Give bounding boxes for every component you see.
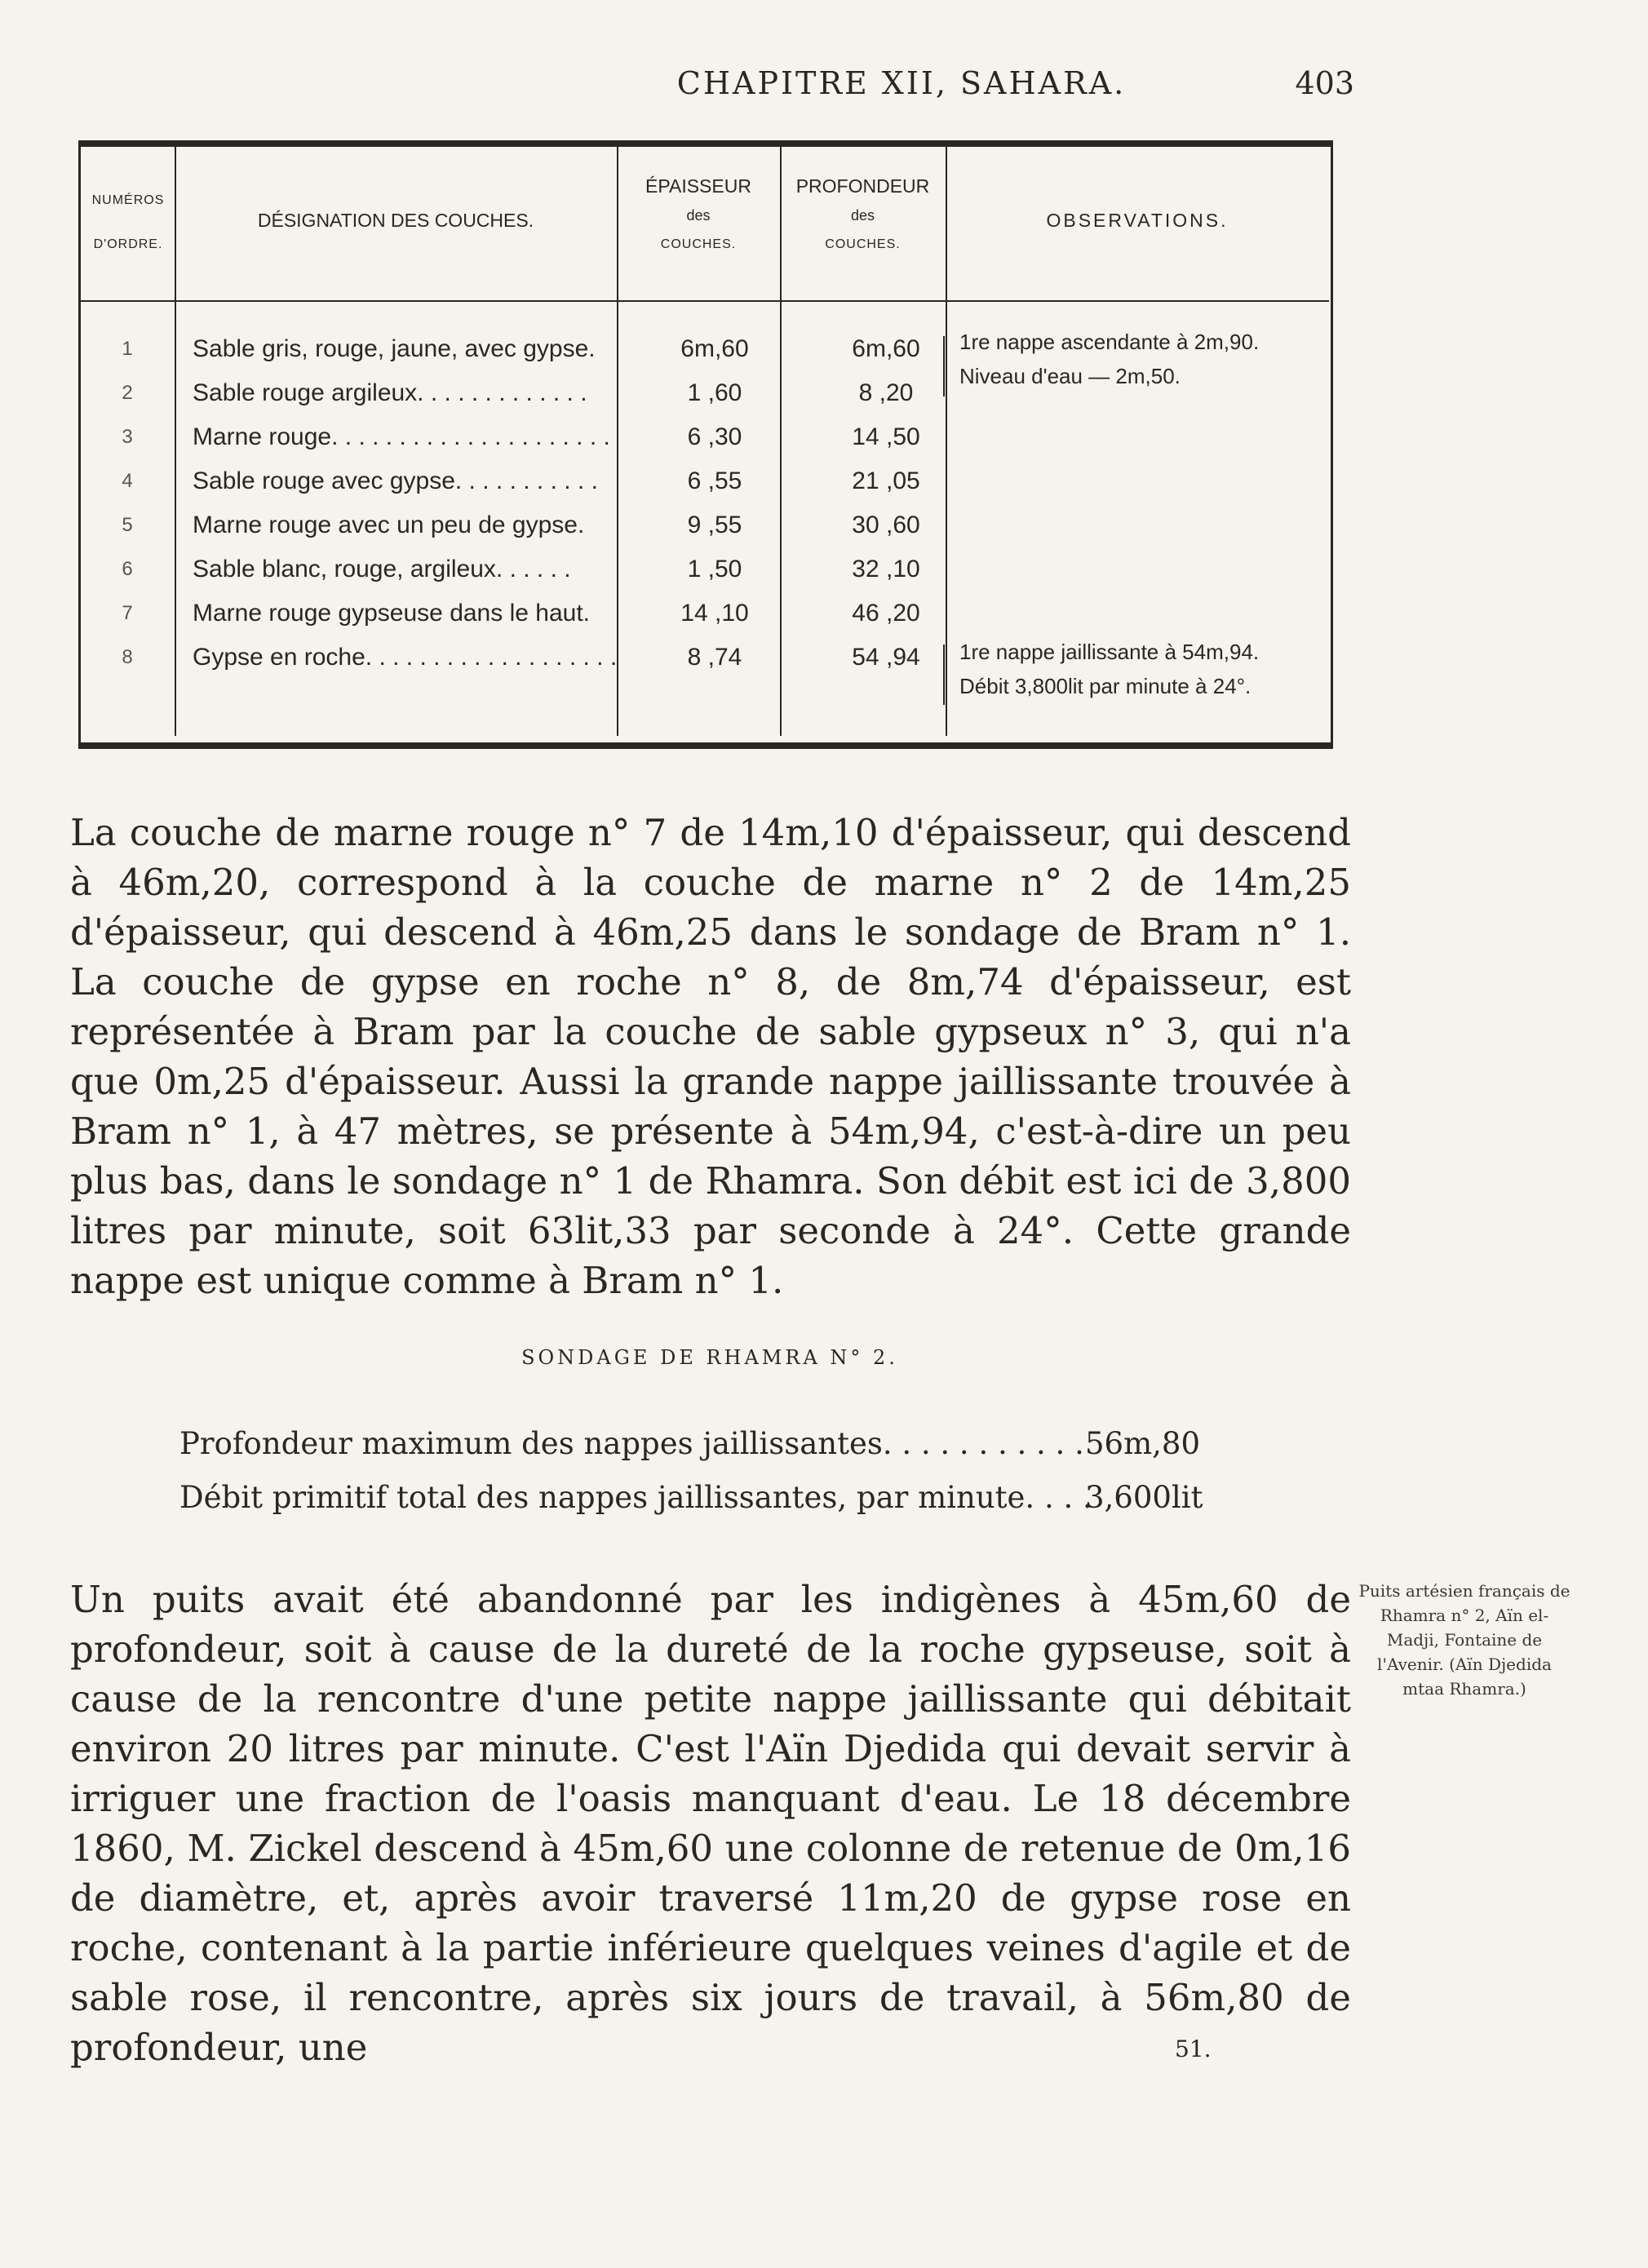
- running-header: CHAPITRE XII, SAHARA.: [676, 65, 1127, 101]
- observation-nappe-jaillissante: 1re nappe jaillissante à 54m,94. Débit 3,800lit par minute à 24°.: [959, 640, 1260, 698]
- observation-brace: [943, 645, 953, 705]
- header-designation: DÉSIGNATION DES COUCHES.: [257, 210, 534, 231]
- signature-mark: 51.: [1175, 2035, 1212, 2062]
- header-divider: [81, 300, 1329, 302]
- observation-nappe-ascendante: 1re nappe ascendante à 2m,90. Niveau d'eau — 2m,50.: [959, 330, 1260, 388]
- paragraph-puits-abandonne: Un puits avait été abandonné par les indigènes à 45m,60 de profondeur, soit à cause de la dureté de la roche gypseuse, soit à cause de la rencontre d'une petite nappe jaillissante qui débitait environ 20 litres par minute. C'est l'Aïn Djedida qui devait servir à irriguer une fraction de l'oasis manquant d'eau. Le 18 décembre 1860, M. Zickel descend à 45m,60 une colonne de retenue de 0m,16 de diamètre, et, après avoir traversé 11m,20 de gypse rose en roche, contenant à la partie inférieure quelques veines d'agile et de sable rose, il rencontre, après six jours de travail, à 56m,80 de profondeur, une: [70, 1578, 1351, 2069]
- section-title: SONDAGE DE RHAMRA N° 2.: [521, 1346, 898, 1369]
- header-num: NUMÉROS D'ORDRE.: [91, 193, 165, 251]
- paragraph-marne-rouge: La couche de marne rouge n° 7 de 14m,10 d'épaisseur, qui descend à 46m,20, correspond à la couche de marne n° 2 de 14m,25 d'épaisseur, qui descend à 46m,25 dans le sondage de Bram n° 1. La couche de gypse en roche n° 8, de 8m,74 d'épaisseur, est représentée à Bram par la couche de sable gypseux n° 3, qui n'a que 0m,25 d'épaisseur. Aussi la grande nappe jaillissante trouvée à Bram n° 1, à 47 mètres, se présente à 54m,94, c'est-à-dire un peu plus bas, dans le sondage n° 1 de Rhamra. Son débit est ici de 3,800 litres par minute, soit 63lit,33 par seconde à 24°. Cette grande nappe est unique comme à Bram n° 1.: [70, 811, 1351, 1302]
- strata-table: NUMÉROS D'ORDRE. DÉSIGNATION DES COUCHES. ÉPAISSEUR des COUCHES. PROFONDEUR des COUCHES. OBSERVATIONS. 1 Sable gris, rouge, jaune, avec gypse. 6m,60 6m,60 2 Sable rouge argileux. . . . . . . . . . . . . 1 ,60 8 ,20 3 Marne rouge. . . . . . . . . . . . . . . . . . . . . 6 ,30 14 ,50 4 Sable rouge avec gypse. . . . . . . . . . . 6 ,55 21 ,05 5 Marne rouge avec un peu de gypse. 9 ,55 30 ,60 6 Sable blanc, rouge, argileux. . . . . . 1 ,50 32 ,10 7 Marne rouge gypseuse dans le haut. 14 ,10 46 ,20 8 Gypse en roche. . . . . . . . . . . . . . . . . . . 8 ,74 54 ,94 1re nappe ascendante à 2m,90. Niveau d'eau — 2m,50. 1re nappe jaillissante à 54m,94. Débit 3,800lit par minute à 24°.: [78, 140, 1331, 741]
- margin-note: Puits artésien français de Rhamra n° 2, Aïn el-Madji, Fontaine de l'Avenir. (Aïn Djedida mtaa Rhamra.): [1358, 1581, 1570, 1699]
- observation-brace: [943, 336, 953, 396]
- header-epaisseur: ÉPAISSEUR des COUCHES.: [645, 175, 751, 251]
- header-profondeur: PROFONDEUR des COUCHES.: [795, 175, 930, 251]
- page-number: 403: [1295, 65, 1354, 101]
- header-observations: OBSERVATIONS.: [1046, 210, 1229, 231]
